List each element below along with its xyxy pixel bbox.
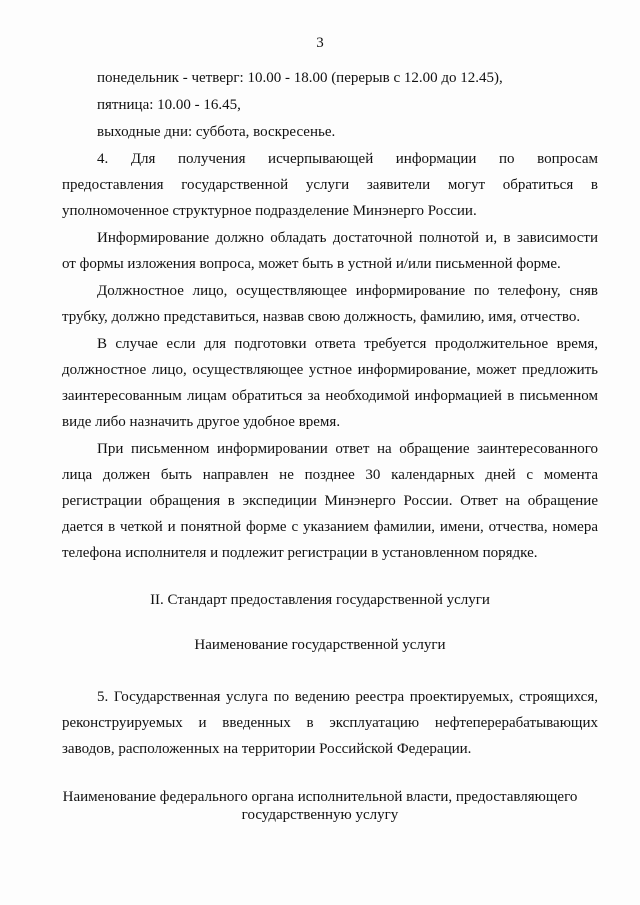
paragraph-4-line-1: 4. Для получения исчерпывающей информации по вопросам — [97, 151, 598, 167]
paragraph-phone-line-2: трубку, должно представиться, назвав свою должность, фамилию, имя, отчество. — [62, 309, 581, 325]
subheading-authority-line-1: Наименование федерального органа исполнительной власти, предоставляющего — [62, 789, 578, 805]
paragraph-written-line-5: телефона исполнителя и подлежит регистрации в установленном порядке. — [62, 545, 538, 561]
paragraph-phone-line-1: Должностное лицо, осуществляющее информирование по телефону, сняв — [97, 283, 598, 299]
schedule-weekend: выходные дни: суббота, воскресенье. — [97, 124, 336, 140]
paragraph-time-line-4: виде либо назначить другое удобное время. — [62, 414, 341, 430]
subheading-service-name: Наименование государственной услуги — [194, 637, 446, 653]
paragraph-4-line-3: уполномоченное структурное подразделение Минэнерго России. — [62, 203, 477, 219]
schedule-weekdays: понедельник - четверг: 10.00 - 18.00 (перерыв с 12.00 до 12.45), — [97, 70, 503, 86]
section-heading: II. Стандарт предоставления государственной услуги — [150, 592, 490, 608]
paragraph-time-line-1: В случае если для подготовки ответа требуется продолжительное время, — [97, 336, 598, 352]
paragraph-5-line-1: 5. Государственная услуга по ведению реестра проектируемых, строящихся, — [97, 689, 598, 705]
paragraph-time-line-3: заинтересованным лицам обратиться за необходимой информацией в письменном — [62, 388, 598, 404]
paragraph-informing-line-1: Информирование должно обладать достаточной полнотой и, в зависимости — [97, 230, 598, 246]
schedule-friday: пятница: 10.00 - 16.45, — [97, 97, 241, 113]
paragraph-4-line-2: предоставления государственной услуги заявители могут обратиться в — [62, 177, 598, 193]
paragraph-5-line-2: реконструируемых и введенных в эксплуатацию нефтеперерабатывающих — [62, 715, 598, 731]
paragraph-written-line-3: регистрации обращения в экспедиции Минэнерго России. Ответ на обращение — [62, 493, 598, 509]
paragraph-informing-line-2: от формы изложения вопроса, может быть в устной и/или письменной форме. — [62, 256, 561, 272]
paragraph-written-line-4: дается в четкой и понятной форме с указанием фамилии, имени, отчества, номера — [62, 519, 598, 535]
page-number: 3 — [316, 35, 324, 51]
subheading-authority-line-2: государственную услугу — [241, 807, 399, 823]
paragraph-written-line-1: При письменном информировании ответ на обращение заинтересованного — [97, 441, 598, 457]
paragraph-time-line-2: должностное лицо, осуществляющее устное информирование, может предложить — [62, 362, 598, 378]
paragraph-5-line-3: заводов, расположенных на территории Российской Федерации. — [62, 741, 472, 757]
paragraph-written-line-2: лица должен быть направлен не позднее 30 календарных дней с момента — [62, 467, 598, 483]
